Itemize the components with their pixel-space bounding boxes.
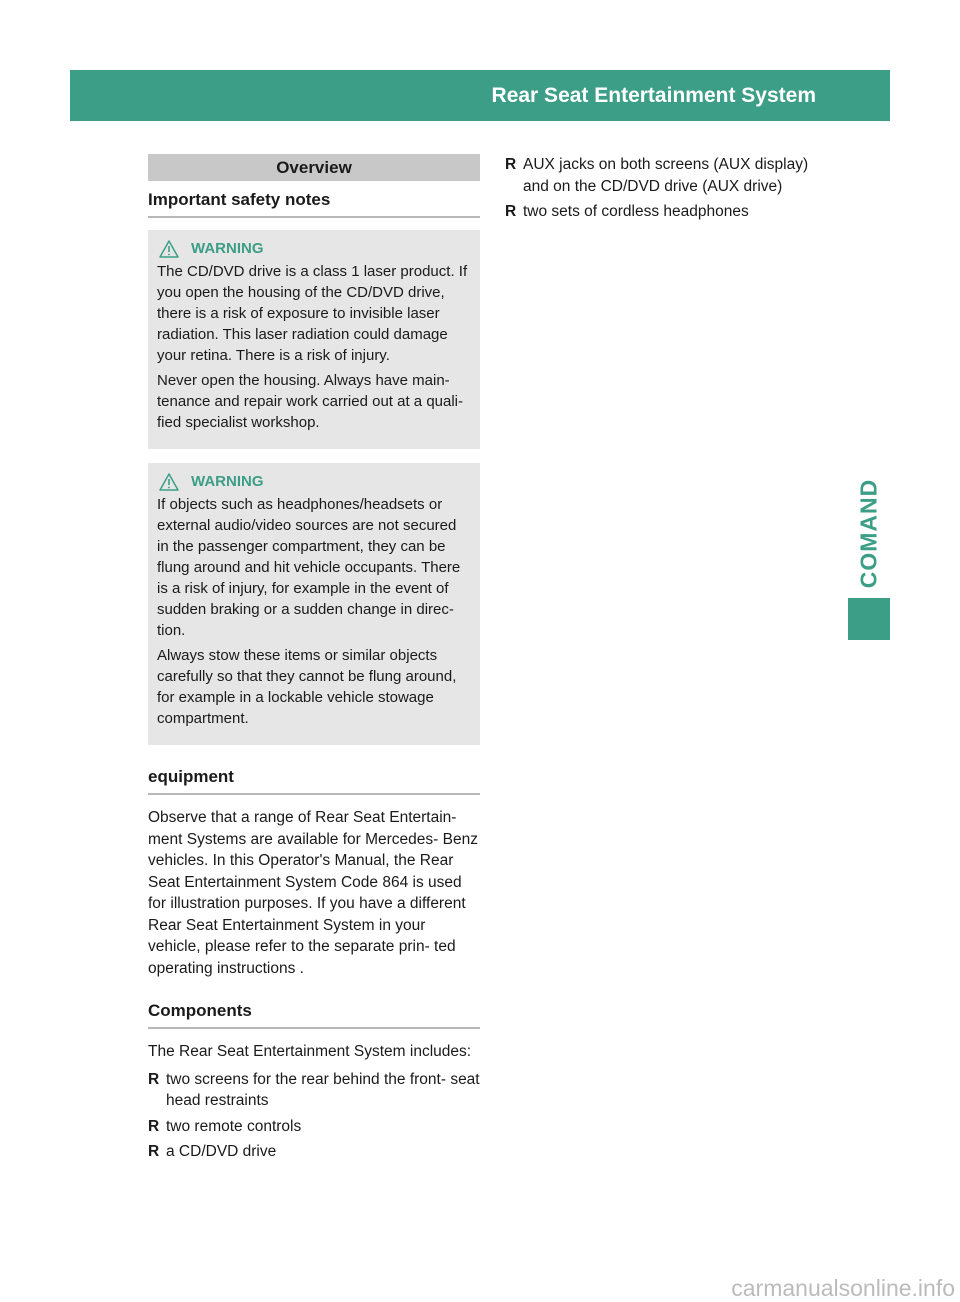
warning-title: WARNING [157, 471, 472, 492]
warning-paragraph: Never open the housing. Always have main- tenance and repair work carried out at a quali- fied specialist workshop. [157, 372, 464, 431]
right-column [505, 154, 835, 227]
page-number: 483 [914, 84, 948, 106]
components-list-continued [505, 154, 835, 223]
header-bar [70, 70, 948, 121]
warning-box-laser [148, 230, 480, 449]
side-tab-block [848, 598, 890, 640]
equipment-heading: equipment [148, 759, 480, 795]
side-tab [848, 478, 890, 588]
warning-title: WARNING [157, 238, 472, 259]
list-item: R AUX jacks on both screens (AUX display) and on the CD/DVD drive (AUX drive) [505, 156, 809, 195]
bullet: R [505, 203, 517, 220]
side-tab-label: COMAND [855, 478, 882, 588]
warning-paragraph: The CD/DVD drive is a class 1 laser product. If you open the housing of the CD/DVD drive, there is a risk of exposure to invisible laser radiation. This laser radiation could damage your retina. There is a risk of injury. [157, 263, 468, 364]
list-item: R two screens for the rear behind the front- seat head restraints [148, 1070, 480, 1109]
components-intro: The Rear Seat Entertainment System includes: [148, 1043, 472, 1060]
header-title: Rear Seat Entertainment System [491, 83, 816, 107]
bullet: R [505, 156, 517, 173]
components-heading: Components [148, 991, 480, 1029]
safety-notes-heading: Important safety notes [148, 181, 480, 218]
warning-triangle-icon [159, 473, 179, 491]
bullet: R [148, 1143, 160, 1160]
watermark: carmanualsonline.info [731, 1275, 955, 1301]
left-column [148, 154, 480, 1167]
warning-paragraph: If objects such as headphones/headsets or external audio/video sources are not secured in the passenger compartment, they can be flung around and hit vehicle occupants. There is a risk of injury, for example in the event of sudden braking or a sudden change in direc- tion. [157, 496, 461, 639]
list-item: R a CD/DVD drive [148, 1141, 480, 1163]
warning-box-objects [148, 463, 480, 745]
bullet: R [148, 1117, 160, 1135]
bullet: R [148, 1070, 160, 1088]
list-item: R two remote controls [148, 1116, 480, 1138]
equipment-text: Observe that a range of Rear Seat Entertain- ment Systems are available for Mercedes- Benz vehicles. In this Operator's Manual, the Rear Seat Entertainment System Code 864 is used for illustration purposes. If you have a different Rear Seat Entertainment System in your vehicle, please refer to the separate prin- ted operating instructions . [148, 809, 478, 977]
list-item: R two sets of cordless headphones [505, 201, 835, 223]
warning-triangle-icon [159, 240, 179, 258]
components-list [148, 1069, 480, 1163]
overview-bar: Overview [148, 154, 480, 181]
warning-paragraph: Always stow these items or similar objects carefully so that they cannot be flung around, for example in a lockable vehicle stowage compartment. [157, 647, 457, 727]
